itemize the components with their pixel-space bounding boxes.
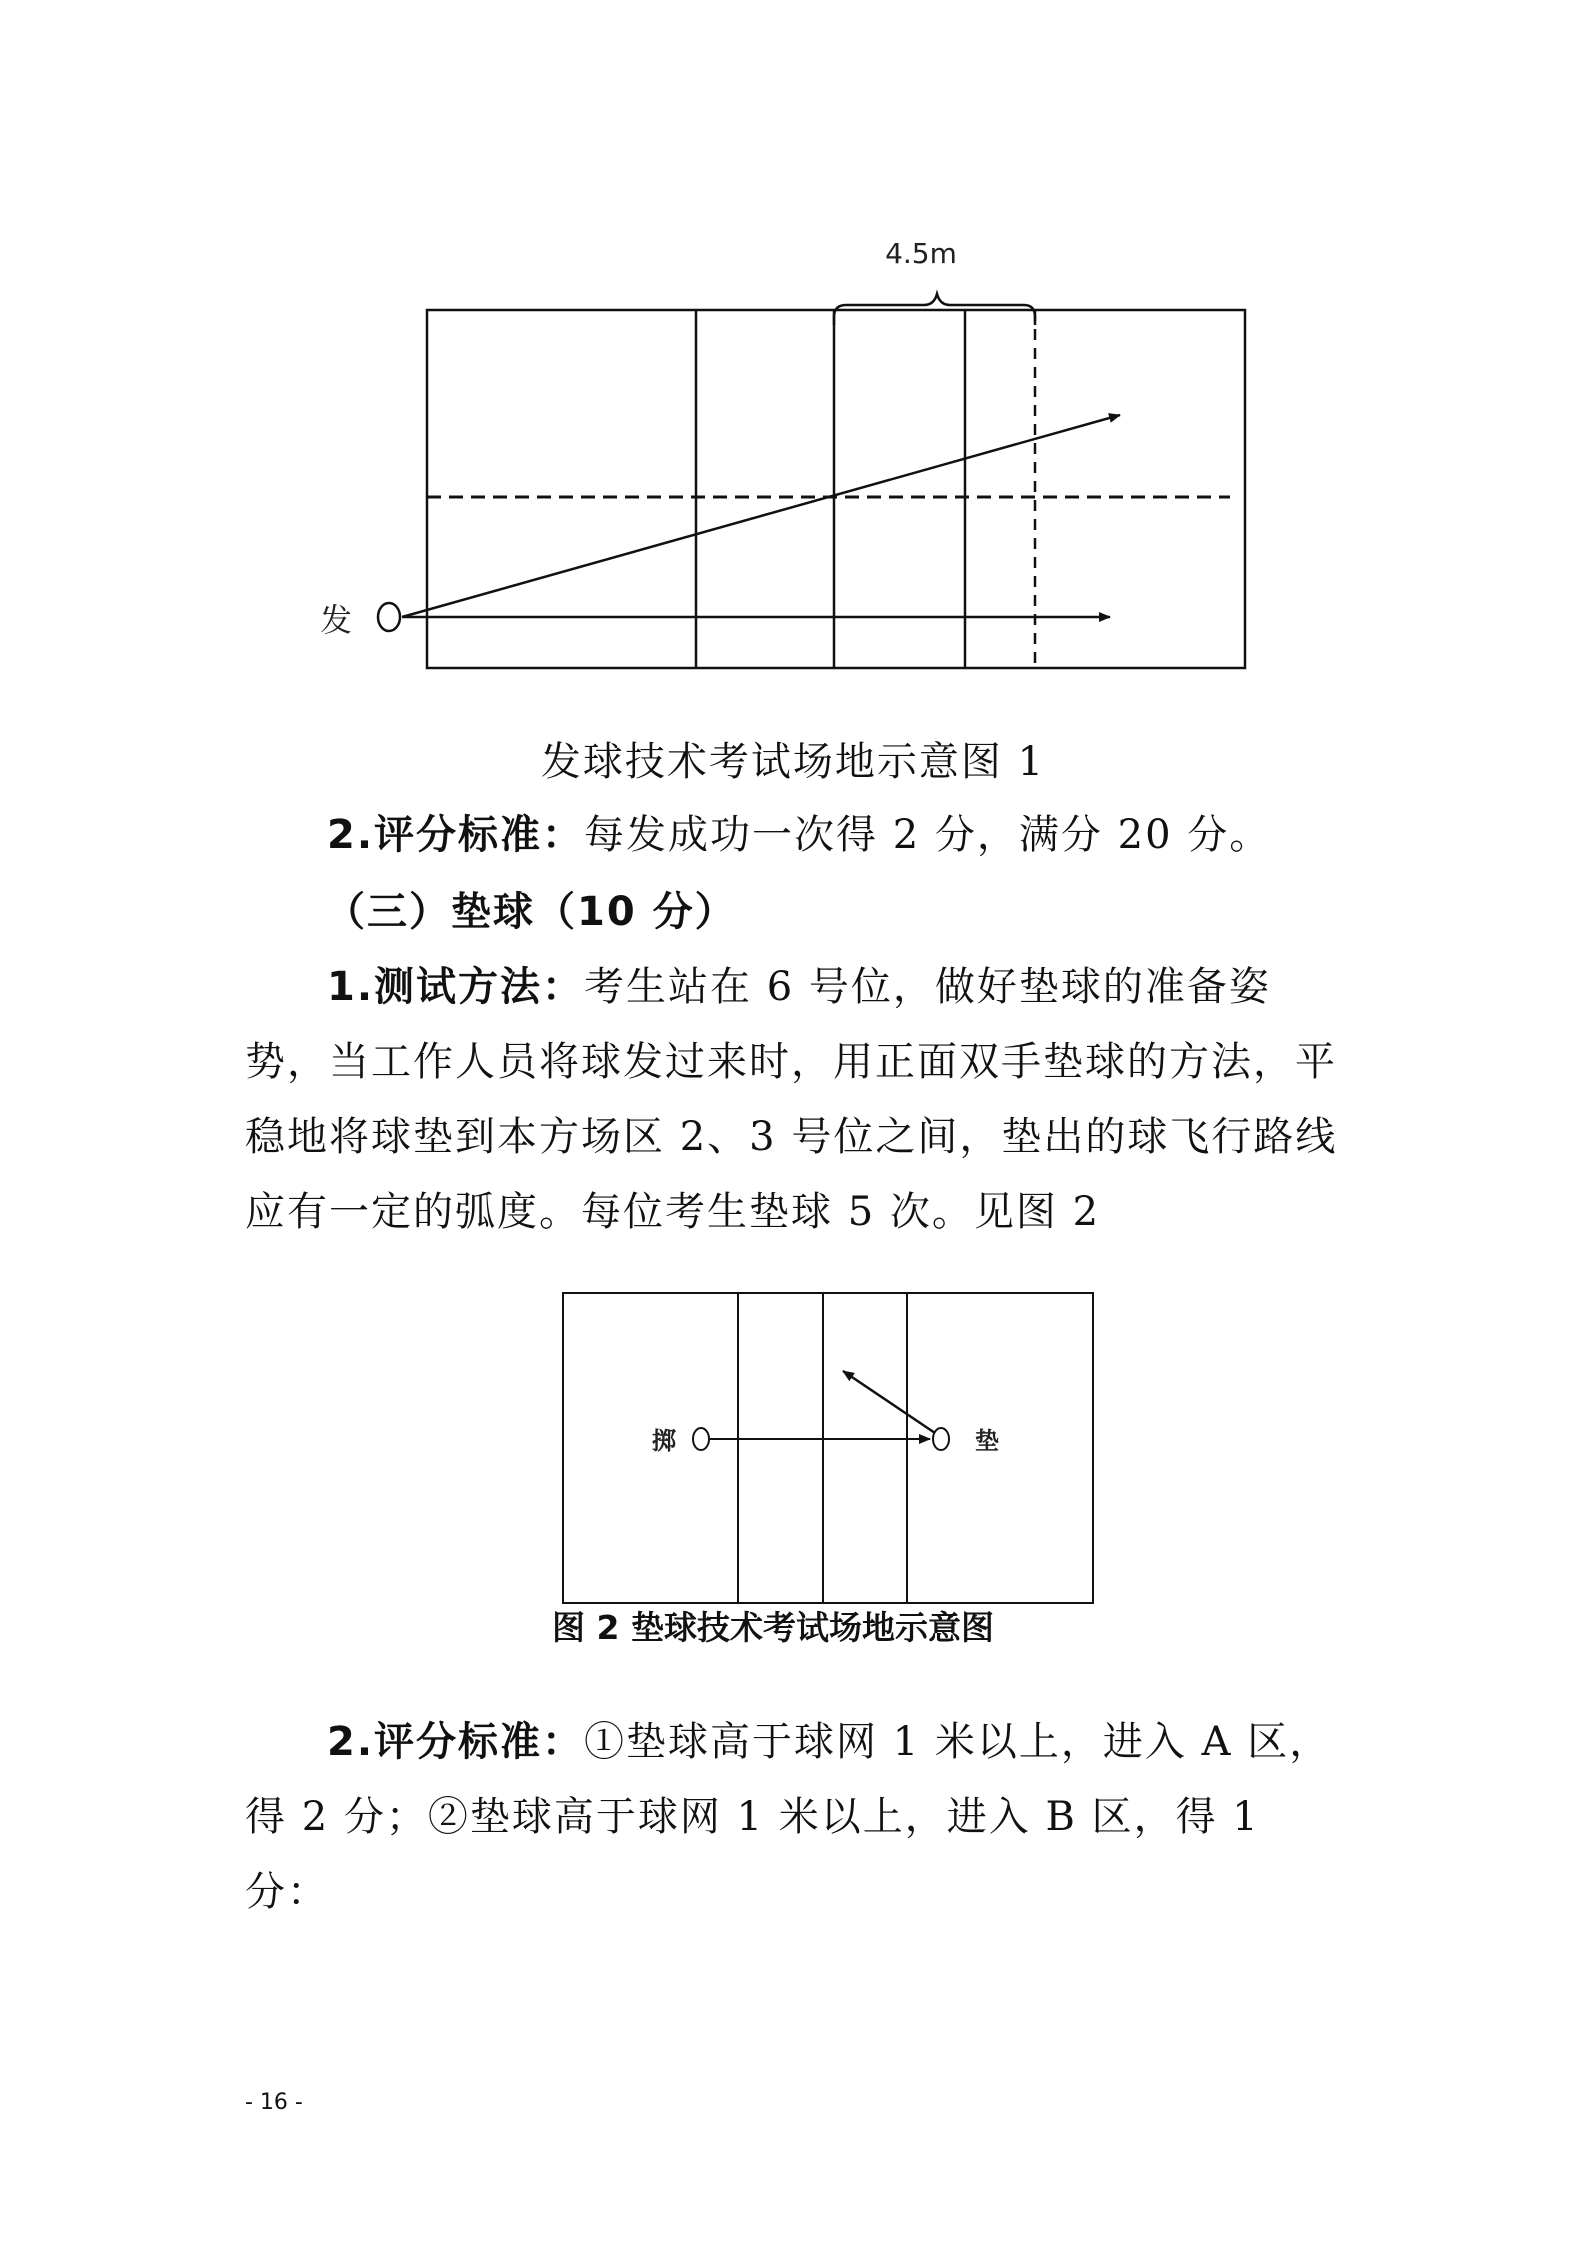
dig-section-heading: （三）垫球（10 分） <box>325 889 737 935</box>
dig-method-label: 1.测试方法： <box>327 964 585 1010</box>
dig-scoring-paragraph <box>245 1705 1345 1930</box>
serve-scoring <box>245 798 1345 873</box>
page-number: - 16 - <box>245 2090 303 2115</box>
figure2-caption: 图 2 垫球技术考试场地示意图 <box>552 1608 994 1647</box>
serve-court-diagram <box>300 225 1260 675</box>
server-label: 发 <box>320 601 353 639</box>
dig-method-paragraph <box>245 950 1345 1250</box>
serve-scoring-label: 2.评分标准： <box>327 812 585 858</box>
serve-scoring-text: 每发成功一次得 2 分，满分 20 分。 <box>584 812 1272 858</box>
digger-position-icon <box>933 1428 949 1450</box>
dig-method-text: 考生站在 6 号位，做好垫球的准备姿势，当工作人员将球发过来时，用正面双手垫球的方法，平稳地将球垫到本方场区 2、3 号位之间，垫出的球飞行路线应有一定的弧度。每位考生垫球 5 次。见图 2 <box>245 964 1338 1235</box>
dimension-label: 4.5m <box>885 237 957 270</box>
serve-path-arrow <box>402 415 1120 617</box>
server-position-icon <box>378 603 400 631</box>
figure1-caption: 发球技术考试场地示意图 1 <box>540 739 1046 785</box>
dig-scoring-label: 2.评分标准： <box>327 1719 585 1765</box>
thrower-label: 掷 <box>652 1427 676 1455</box>
digger-label: 垫 <box>975 1427 999 1455</box>
court-outline <box>563 1293 1093 1603</box>
court-outline <box>427 310 1245 668</box>
dig-scoring-text: ①垫球高于球网 1 米以上，进入 A 区，得 2 分；②垫球高于球网 1 米以上，进入 B 区，得 1 分： <box>245 1719 1332 1915</box>
dig-path-arrow <box>843 1371 935 1433</box>
thrower-position-icon <box>693 1428 709 1450</box>
dig-court-diagram <box>540 1280 1120 1610</box>
